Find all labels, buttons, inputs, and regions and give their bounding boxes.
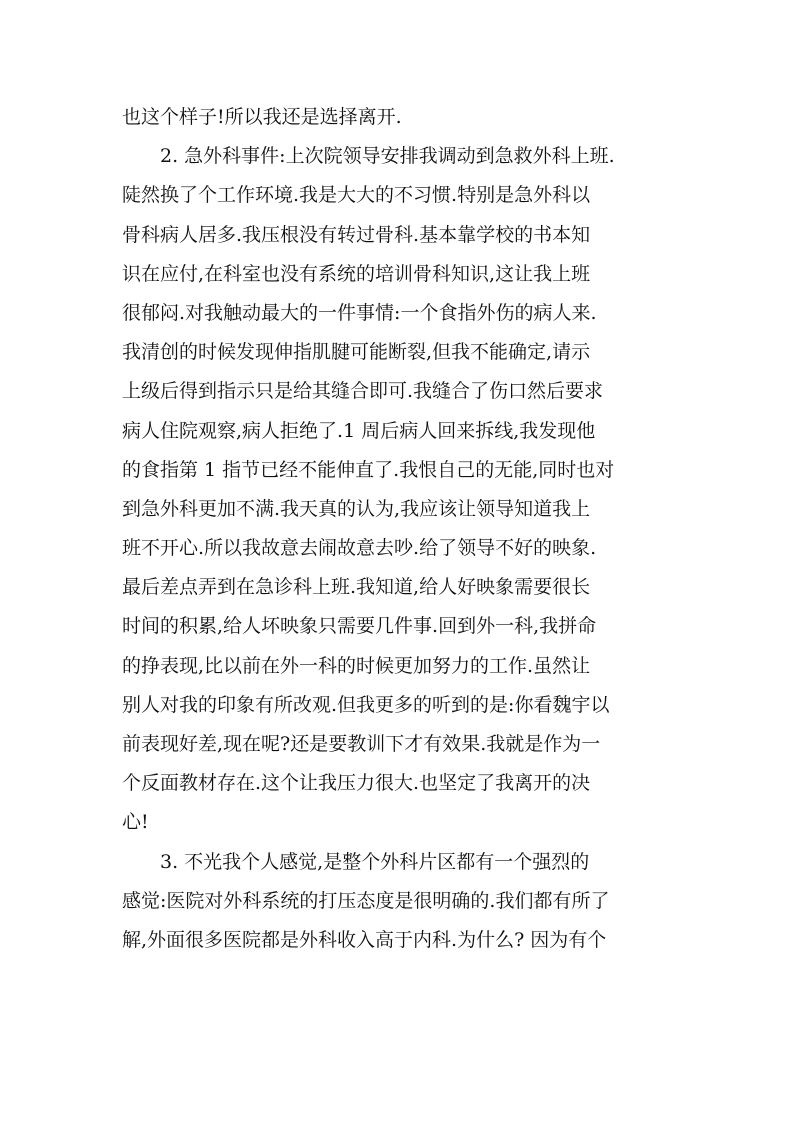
text-line-17: 前表现好差,现在呢?还是要教训下才有效果.我就是作为一 [122, 733, 601, 755]
text-line-3: 陡然换了个工作环境.我是大大的不习惯.特别是急外科以 [122, 184, 591, 207]
text-line-19: 心! [122, 811, 149, 834]
text-line-6: 很郁闷.对我触动最大的一件事情:一个食指外伤的病人来. [122, 301, 597, 324]
text-line-5: 识在应付,在科室也没有系统的培训骨科知识,这让我上班 [122, 262, 591, 285]
text-line-9: 病人住院观察,病人拒绝了.1 周后病人回来拆线,我发现他 [122, 419, 596, 442]
text-line-8: 上级后得到指示只是给其缝合即可.我缝合了伤口然后要求 [122, 380, 604, 403]
text-line-2: 2. 急外科事件:上次院领导安排我调动到急救外科上班. [160, 145, 615, 168]
text-line-14: 时间的积累,给人坏映象只需要几件事.回到外一科,我拼命 [122, 615, 597, 638]
text-line-10: 的食指第 1 指节已经不能伸直了.我恨自己的无能,同时也对 [122, 458, 615, 481]
text-line-16: 别人对我的印象有所改观.但我更多的听到的是:你看魏宇以 [122, 693, 610, 716]
text-line-12: 班不开心.所以我故意去闹故意去吵.给了领导不好的映象. [122, 537, 597, 560]
text-line-13: 最后差点弄到在急诊科上班.我知道,给人好映象需要很长 [122, 576, 591, 599]
text-line-18: 个反面教材存在.这个让我压力很大.也坚定了我离开的决 [122, 772, 591, 795]
text-line-11: 到急外科更加不满.我天真的认为,我应该让领导知道我上 [122, 497, 591, 520]
text-line-7: 我清创的时候发现伸指肌腱可能断裂,但我不能确定,请示 [122, 341, 591, 364]
text-line-1: 也这个样子!所以我还是选择离开. [122, 106, 402, 128]
text-line-15: 的挣表现,比以前在外一科的时候更加努力的工作.虽然让 [122, 654, 591, 677]
body-text [122, 98, 677, 960]
text-line-22: 解,外面很多医院都是外科收入高于内科.为什么? 因为有个 [122, 928, 607, 951]
text-line-21: 感觉:医院对外科系统的打压态度是很明确的.我们都有所了 [122, 889, 610, 912]
text-line-20: 3. 不光我个人感觉,是整个外科片区都有一个强烈的 [160, 850, 590, 873]
text-line-4: 骨科病人居多.我压根没有转过骨科.基本靠学校的书本知 [122, 223, 591, 246]
